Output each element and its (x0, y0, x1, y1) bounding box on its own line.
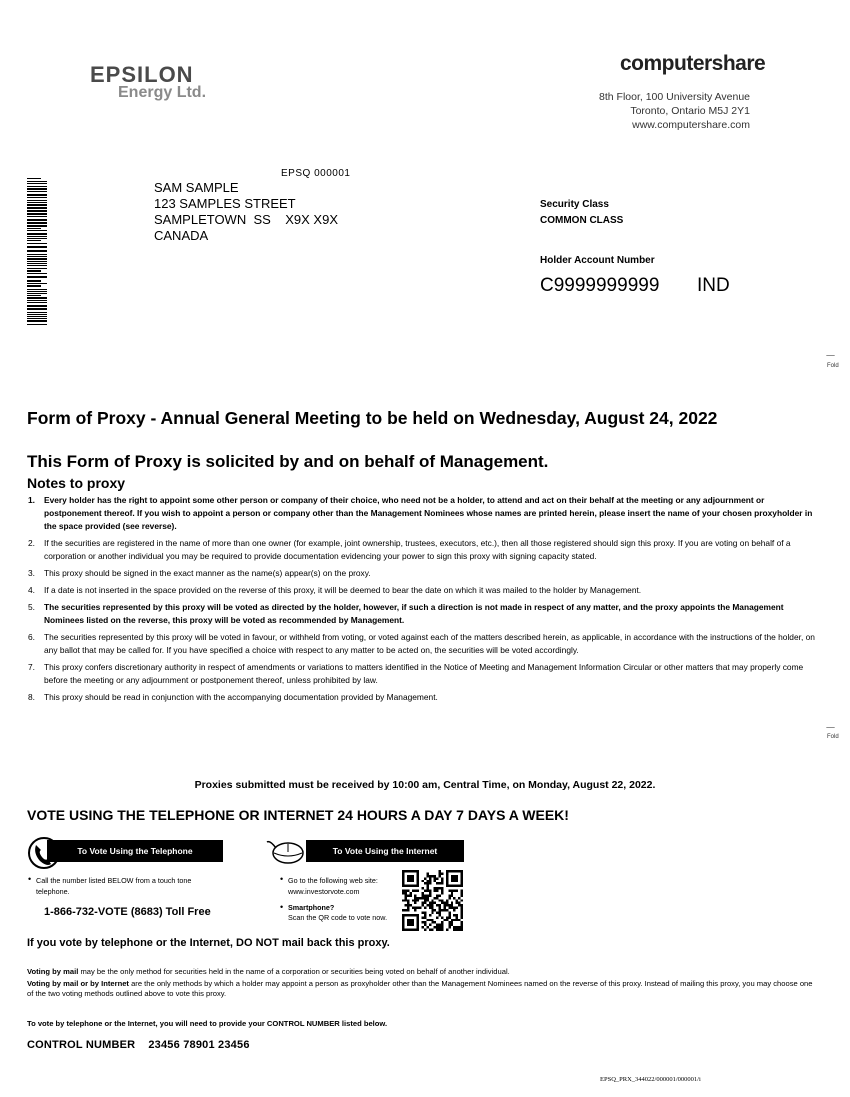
footer-document-code: EPSQ_PRX_344022/000001/000001/i (600, 1076, 701, 1083)
address-line: CANADA (154, 228, 209, 243)
bullet-icon: • (280, 902, 284, 912)
postal-barcode (27, 178, 47, 326)
note-item (28, 661, 818, 687)
telephone-vote-banner: To Vote Using the Telephone (47, 840, 223, 862)
security-class-value: COMMON CLASS (540, 215, 624, 226)
submission-deadline: Proxies submitted must be received by 10:00 am, Central Time, on Monday, August 22, 2022. (194, 779, 656, 791)
qr-code[interactable] (402, 870, 463, 931)
note-text: The securities represented by this proxy will be voted as directed by the holder, however, if such a direction is not made in respect of any matter, and the proxy appoints the Management Nominees listed on the reverse, this proxy will be voted as recommended by Management. (44, 602, 784, 625)
voting-by-mail-lead: Voting by mail (27, 967, 79, 976)
note-text: If the securities are registered in the name of more than one owner (for example, joint ownership, trustees, executors, etc.), then all those registered should sign this proxy. If you are voting on behalf of a corporation or another individual you may be required to provide documentation evidencing your power to sign this proxy with signing capacity stated. (44, 538, 791, 561)
note-text: This proxy confers discretionary authority in respect of amendments or variations to matters identified in the Notice of Meeting and Management Information Circular or other matters that may properly come before the meeting or any adjournment or postponement thereof, unless prohibited by law. (44, 662, 804, 685)
holder-address (154, 180, 338, 244)
internet-instruction-text: Go to the following web site: (288, 876, 378, 885)
note-number: 5. (28, 602, 35, 612)
address-line: SAMPLETOWN SS X9X X9X (154, 212, 338, 227)
holder-account-label: Holder Account Number (540, 255, 655, 266)
form-title: Form of Proxy - Annual General Meeting to be held on Wednesday, August 24, 2022 (27, 408, 718, 428)
note-number: 4. (28, 585, 35, 595)
note-item (28, 567, 818, 580)
telephone-instruction-text: Call the number listed BELOW from a touch tone telephone. (36, 876, 192, 896)
notes-heading: Notes to proxy (27, 475, 126, 491)
fold-label: Fold (827, 363, 839, 369)
no-mail-notice: If you vote by telephone or the Internet, DO NOT mail back this proxy. (27, 937, 390, 949)
control-number-value: 23456 78901 23456 (148, 1039, 250, 1051)
fold-line: -------- (826, 353, 834, 359)
website-link[interactable]: www.investorvote.com (288, 887, 360, 896)
voting-by-mail-paragraph (27, 967, 817, 977)
computer-mouse-icon (266, 836, 306, 866)
address-line: Toronto, Ontario M5J 2Y1 (630, 105, 750, 117)
bullet-icon: • (280, 874, 284, 884)
note-item (28, 584, 818, 597)
telephone-number: 1-866-732-VOTE (8683) Toll Free (44, 906, 211, 918)
internet-instruction (280, 874, 378, 897)
control-number (27, 1039, 250, 1051)
internet-vote-banner: To Vote Using the Internet (306, 840, 464, 862)
note-text: This proxy should be read in conjunction with the accompanying documentation provided by Management. (44, 692, 438, 702)
computershare-address (599, 90, 750, 132)
address-line: www.computershare.com (632, 119, 750, 131)
epsilon-logo-subtitle: Energy Ltd. (118, 84, 207, 101)
epsilon-logo: EPSILON (90, 62, 194, 87)
security-class-label: Security Class (540, 199, 609, 210)
holder-account-type: IND (697, 275, 730, 296)
voting-by-internet-lead: Voting by mail or by Internet (27, 979, 129, 988)
mail-code: EPSQ 000001 (281, 168, 351, 179)
control-number-intro: To vote by telephone or the Internet, you will need to provide your CONTROL NUMBER listed below. (27, 1019, 388, 1028)
note-text: Every holder has the right to appoint some other person or company of their choice, who need not be a holder, to attend and act on their behalf at the meeting or any adjournment or postponement thereof. If you wish to appoint a person or company other than the Management Nominees whose names are printed herein, please insert the name of your chosen proxyholder in the space provided (see reverse). (44, 495, 813, 531)
vote-heading: VOTE USING THE TELEPHONE OR INTERNET 24 HOURS A DAY 7 DAYS A WEEK! (27, 807, 569, 823)
fold-label: Fold (827, 734, 839, 740)
fold-line: -------- (826, 725, 834, 731)
note-number: 7. (28, 662, 35, 672)
address-line: 123 SAMPLES STREET (154, 196, 296, 211)
holder-account-number: C9999999999 (540, 275, 660, 296)
control-number-label: CONTROL NUMBER (27, 1039, 136, 1051)
note-number: 8. (28, 692, 35, 702)
computershare-logo: computershare (620, 52, 766, 75)
note-item (28, 601, 818, 627)
note-item (28, 494, 818, 533)
telephone-instruction (28, 874, 226, 897)
address-line: 8th Floor, 100 University Avenue (599, 91, 750, 103)
note-text: If a date is not inserted in the space provided on the reverse of this proxy, it will be deemed to bear the date on which it was mailed to the holder by Management. (44, 585, 642, 595)
bullet-icon: • (28, 874, 32, 884)
address-line: SAM SAMPLE (154, 180, 239, 195)
voting-by-internet-paragraph (27, 979, 817, 999)
voting-by-mail-text: may be the only method for securities held in the name of a corporation or securities being voted on behalf of another individual. (78, 967, 510, 976)
note-number: 1. (28, 495, 35, 505)
voting-by-internet-text: are the only methods by which a holder may appoint a person as proxyholder other than the Management Nominees named on the reverse of this proxy. Instead of mailing this proxy, you may choose one of the two voting methods outlined above to vote this proxy. (27, 979, 813, 998)
note-number: 2. (28, 538, 35, 548)
note-number: 3. (28, 568, 35, 578)
solicitation-heading: This Form of Proxy is solicited by and on behalf of Management. (27, 452, 549, 471)
note-item (28, 691, 818, 704)
note-number: 6. (28, 632, 35, 642)
note-item (28, 631, 818, 657)
smartphone-text: Scan the QR code to vote now. (288, 913, 388, 922)
notes-list (28, 494, 818, 708)
smartphone-instruction (280, 902, 388, 923)
note-item (28, 537, 818, 563)
note-text: The securities represented by this proxy will be voted in favour, or withheld from voting, or voted against each of the matters described herein, as applicable, in accordance with the instructions of the holder, on any ballot that may be called for. If you have specified a choice with respect to any matter to be acted on, the securities will be voted accordingly. (44, 632, 815, 655)
note-text: This proxy should be signed in the exact manner as the name(s) appear(s) on the proxy. (44, 568, 371, 578)
smartphone-label: Smartphone? (288, 903, 335, 912)
